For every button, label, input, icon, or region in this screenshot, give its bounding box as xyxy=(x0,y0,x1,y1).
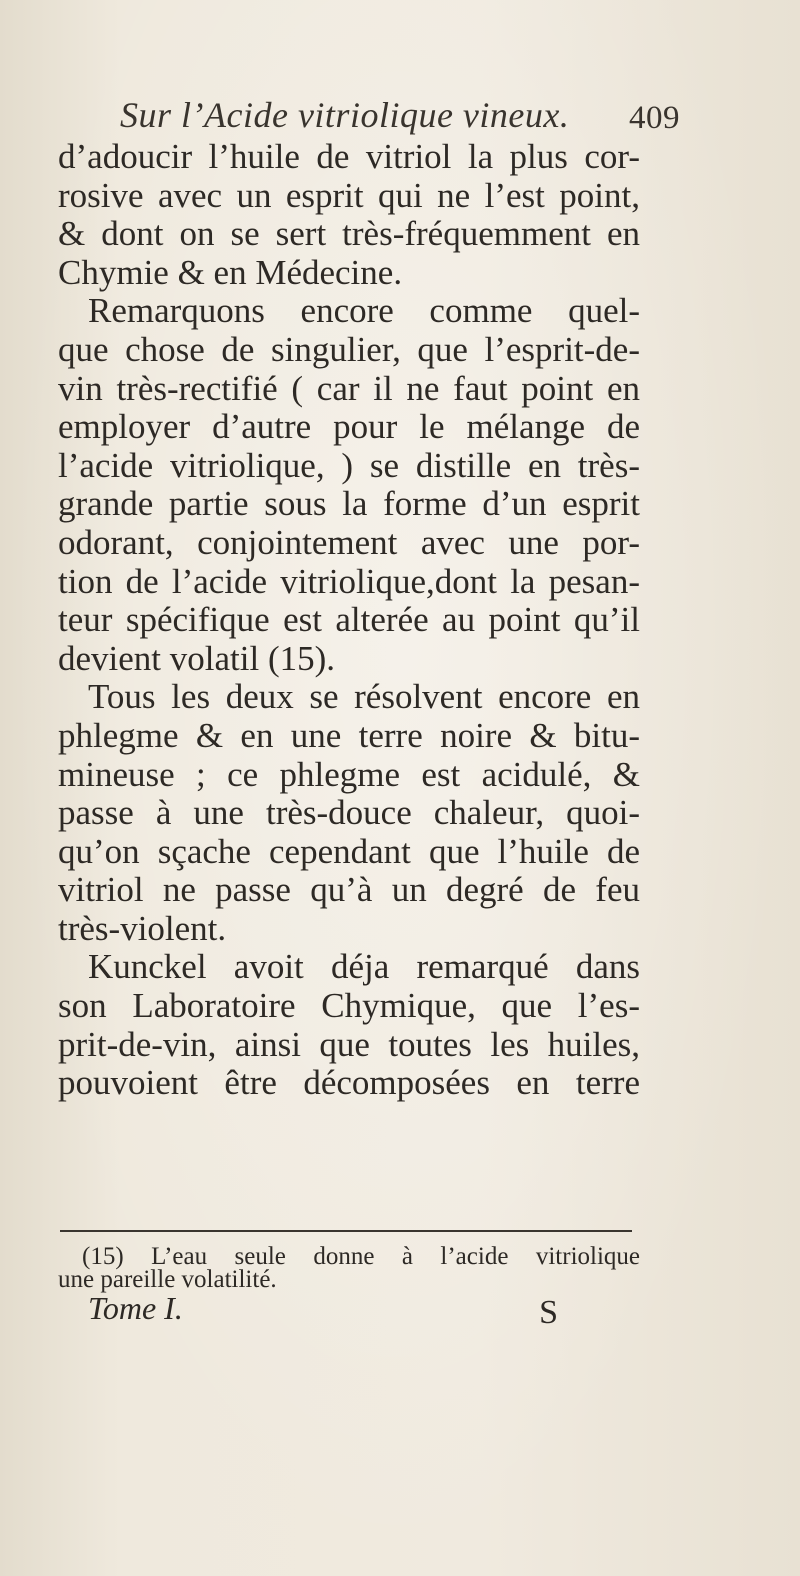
text-line: d’adoucir l’huile de vitriol la plus cor- xyxy=(58,137,640,176)
text-line: passe à une très-douce chaleur, quoi- xyxy=(58,793,640,833)
footnote-rule xyxy=(60,1230,632,1232)
text-line: teur spécifique est alterée au point qu’il xyxy=(58,600,640,640)
footnote-line: une pareille volatilité. xyxy=(58,1266,277,1293)
text-line: qu’on sçache cependant que l’huile de xyxy=(58,831,640,871)
text-line: l’acide vitriolique, ) se distille en très- xyxy=(58,445,640,485)
bottom-line xyxy=(88,1290,558,1334)
paragraph-start-line: Remarquons encore comme quel- xyxy=(88,291,640,331)
body-text xyxy=(58,138,640,1103)
text-line: Chymie & en Médecine. xyxy=(58,252,403,292)
text-line: son Laboratoire Chymique, que l’es- xyxy=(58,986,640,1026)
text-line: pouvoient être décomposées en terre xyxy=(58,1063,640,1103)
text-line: employer d’autre pour le mélange de xyxy=(58,407,640,447)
signature-mark: S xyxy=(539,1294,558,1331)
paragraph-start-line: Kunckel avoit déja remarqué dans xyxy=(88,947,640,987)
text-line: mineuse ; ce phlegme est acidulé, & xyxy=(58,754,640,794)
text-line: que chose de singulier, que l’esprit-de- xyxy=(58,329,640,369)
running-head xyxy=(120,94,680,140)
text-line: rosive avec un esprit qui ne l’est point, xyxy=(58,175,640,215)
text-line: prit-de-vin, ainsi que toutes les huiles, xyxy=(58,1024,640,1064)
text-line: très-violent. xyxy=(58,908,227,948)
page-number: 409 xyxy=(629,100,680,136)
running-head-title: Sur l’Acide vitriolique vineux. xyxy=(120,95,570,135)
text-line: tion de l’acide vitriolique,dont la pesan- xyxy=(58,561,640,601)
footnote-line: (15) L’eau seule donne à l’acide vitriolique xyxy=(82,1243,640,1270)
text-line: & dont on se sert très-fréquemment en xyxy=(58,214,640,254)
text-line: vin très-rectifié ( car il ne faut point en xyxy=(58,368,640,408)
text-line: phlegme & en une terre noire & bitu- xyxy=(58,715,640,755)
text-line: vitriol ne passe qu’à un degré de feu xyxy=(58,870,640,910)
text-line: odorant, conjointement avec une por- xyxy=(58,522,640,562)
text-line: devient volatil (15). xyxy=(58,638,336,678)
footnote xyxy=(58,1245,640,1291)
paragraph-start-line: Tous les deux se résolvent encore en xyxy=(88,677,640,717)
volume-label: Tome I. xyxy=(88,1290,183,1326)
text-line: grande partie sous la forme d’un esprit xyxy=(58,484,640,524)
